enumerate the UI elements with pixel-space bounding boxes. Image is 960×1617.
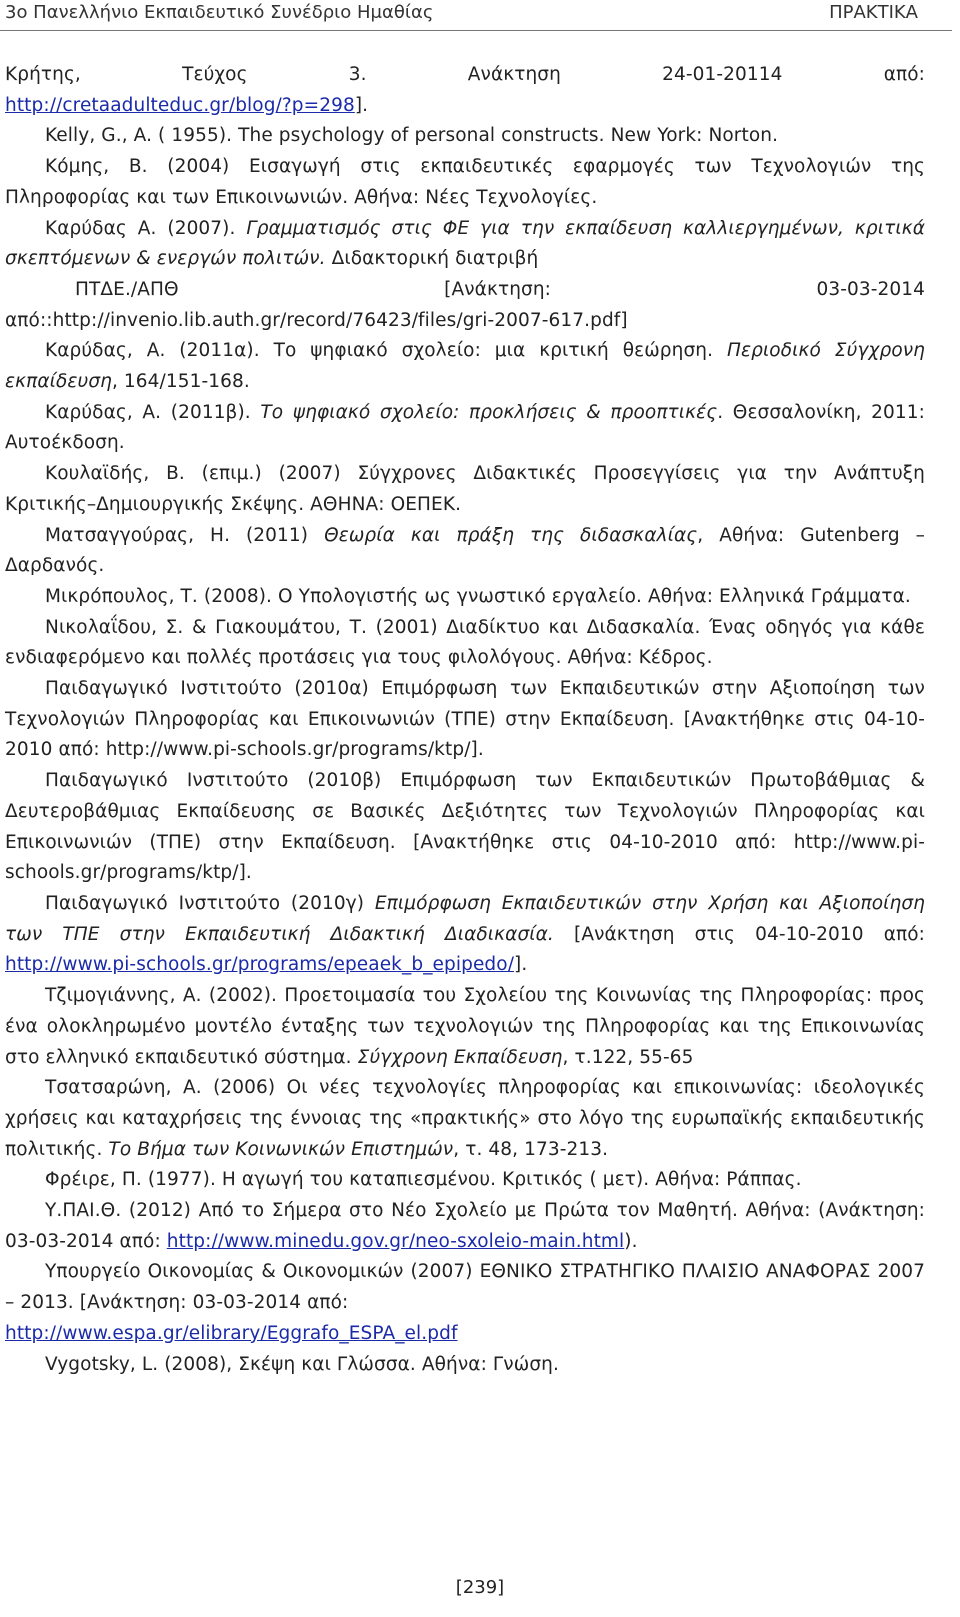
conference-title: 3ο Πανελλήνιο Εκπαιδευτικό Συνέδριο Ημαθίας	[5, 2, 434, 23]
reference-list	[5, 60, 925, 1380]
header-rule	[0, 30, 952, 31]
reference-entry: ΠΤΔΕ./ΑΠΘ [Ανάκτηση: 03-03-2014	[75, 278, 925, 300]
reference-link[interactable]: http://www.pi-schools.gr/programs/epeaek_b_epipedo/	[5, 954, 515, 976]
section-label: ΠΡΑΚΤΙΚΑ	[829, 2, 918, 23]
reference-entry: Τσατσαρώνη, Α. (2006) Οι νέες τεχνολογίες πληροφορίας και επικοινωνίας: ιδεολογικές χρήσεις και καταχρήσεις της έννοιας της «πρακτικής» στο λόγο της ευρωπαϊκής εκπαιδευτικής πολιτικής. Το Βήμα των Κοινωνικών Επιστημών, τ. 48, 173-213.	[5, 1077, 925, 1160]
reference-link[interactable]: http://www.minedu.gov.gr/neo-sxoleio-main.html	[166, 1230, 625, 1252]
reference-link[interactable]: http://cretaadulteduc.gr/blog/?p=298	[5, 94, 355, 116]
reference-entry: Kelly, G., A. ( 1955). The psychology of personal constructs. New York: Norton.	[45, 125, 779, 147]
reference-entry: http://cretaadulteduc.gr/blog/?p=298].	[5, 94, 369, 116]
page-number: [239]	[455, 1577, 505, 1598]
reference-entry: Κόμης, Β. (2004) Εισαγωγή στις εκπαιδευτικές εφαρμογές των Τεχνολογιών της Πληροφορίας και των Επικοινωνιών. Αθήνα: Νέες Τεχνολογίες.	[5, 156, 925, 208]
reference-entry	[5, 1319, 925, 1350]
reference-entry: Μικρόπουλος, Τ. (2008). Ο Υπολογιστής ως γνωστικό εργαλείο. Αθήνα: Ελληνικά Γράμματα.	[45, 585, 911, 607]
reference-entry: Υπουργείο Οικονομίας & Οικονομικών (2007) ΕΘΝΙΚΟ ΣΤΡΑΤΗΓΙΚΟ ΠΛΑΙΣΙΟ ΑΝΑΦΟΡΑΣ 2007 – 2013. [Ανάκτηση: 03-03-2014 από:	[5, 1261, 925, 1314]
reference-entry: Τζιμογιάννης, Α. (2002). Προετοιμασία του Σχολείου της Κοινωνίας της Πληροφορίας: προς ένα ολοκληρωμένο μοντέλο ένταξης των τεχνολογιών της Πληροφορίας και της Επικοινωνίας στο ελληνικό εκπαιδευτικό σύστημα. Σύγχρονη Εκπαίδευση, τ.122, 55-65	[5, 985, 925, 1068]
reference-entry: Κρήτης, Τεύχος 3. Ανάκτηση 24-01-20114 από:	[5, 64, 925, 85]
reference-entry: Κουλαϊδής, Β. (επιμ.) (2007) Σύγχρονες Διδακτικές Προσεγγίσεις για την Ανάπτυξη Κριτικής–Δημιουργικής Σκέψης. ΑΘΗΝΑ: ΟΕΠΕΚ.	[5, 463, 925, 515]
reference-entry: Παιδαγωγικό Ινστιτούτο (2010α) Επιμόρφωση των Εκπαιδευτικών στην Αξιοποίηση των Τεχνολογιών Πληροφορίας και Επικοινωνιών (ΤΠΕ) στην Εκπαίδευση. [Ανακτήθηκε στις 04-10-2010 από: http://www.pi-schools.gr/programs/ktp/].	[5, 678, 925, 761]
reference-entry: Παιδαγωγικό Ινστιτούτο (2010γ) Επιμόρφωση Εκπαιδευτικών στην Χρήση και Αξιοποίηση των ΤΠΕ στην Εκπαιδευτική Διδακτική Διαδικασία. [Ανάκτηση στις 04-10-2010 από: http://www.pi-schools.gr/programs/epeaek_b_epipedo/].	[5, 892, 925, 976]
reference-entry: Vygotsky, L. (2008), Σκέψη και Γλώσσα. Αθήνα: Γνώση.	[45, 1353, 559, 1375]
reference-entry: Καρύδας, Α. (2011α). Το ψηφιακό σχολείο: μια κριτική θεώρηση. Περιοδικό Σύγχρονη εκπαίδευση, 164/151-168.	[5, 340, 925, 393]
reference-entry: από::http://invenio.lib.auth.gr/record/76423/files/gri-2007-617.pdf]	[5, 309, 628, 331]
reference-entry: Ματσαγγούρας, Η. (2011) Θεωρία και πράξη της διδασκαλίας, Αθήνα: Gutenberg – Δαρδανός.	[5, 524, 925, 577]
reference-entry: Καρύδας, Α. (2011β). Το ψηφιακό σχολείο: προκλήσεις & προοπτικές. Θεσσαλονίκη, 2011: Αυτοέκδοση.	[5, 401, 925, 454]
reference-entry: Παιδαγωγικό Ινστιτούτο (2010β) Επιμόρφωση των Εκπαιδευτικών Πρωτοβάθμιας & Δευτεροβάθμιας Εκπαίδευσης σε Βασικές Δεξιότητες των Τεχνολογιών Πληροφορίας και Επικοινωνιών (ΤΠΕ) στην Εκπαίδευση. [Ανακτήθηκε στις 04-10-2010 από: http://www.pi-schools.gr/programs/ktp/].	[5, 770, 925, 884]
reference-entry: Φρέιρε, Π. (1977). Η αγωγή του καταπιεσμένου. Κριτικός ( μετ). Αθήνα: Ράππας.	[45, 1169, 802, 1191]
reference-entry: Νικολαΐδου, Σ. & Γιακουμάτου, Τ. (2001) Διαδίκτυο και Διδασκαλία. Ένας οδηγός για κάθε ενδιαφερόμενο και πολλές προτάσεις για τους φιλολόγους. Αθήνα: Κέδρος.	[5, 616, 925, 669]
reference-entry: Καρύδας Α. (2007). Γραμματισμός στις ΦΕ για την εκπαίδευση καλλιεργημένων, κριτικά σκεπτόμενων & ενεργών πολιτών. Διδακτορική διατριβή	[5, 217, 925, 270]
reference-link[interactable]: http://www.espa.gr/elibrary/Eggrafo_ESPA_el.pdf	[5, 1322, 458, 1344]
reference-entry: Υ.ΠΑΙ.Θ. (2012) Από το Σήμερα στο Νέο Σχολείο με Πρώτα τον Μαθητή. Αθήνα: (Ανάκτηση: 03-03-2014 από: http://www.minedu.gov.gr/neo-sxoleio-main.html).	[5, 1200, 925, 1252]
page-header	[0, 0, 960, 30]
